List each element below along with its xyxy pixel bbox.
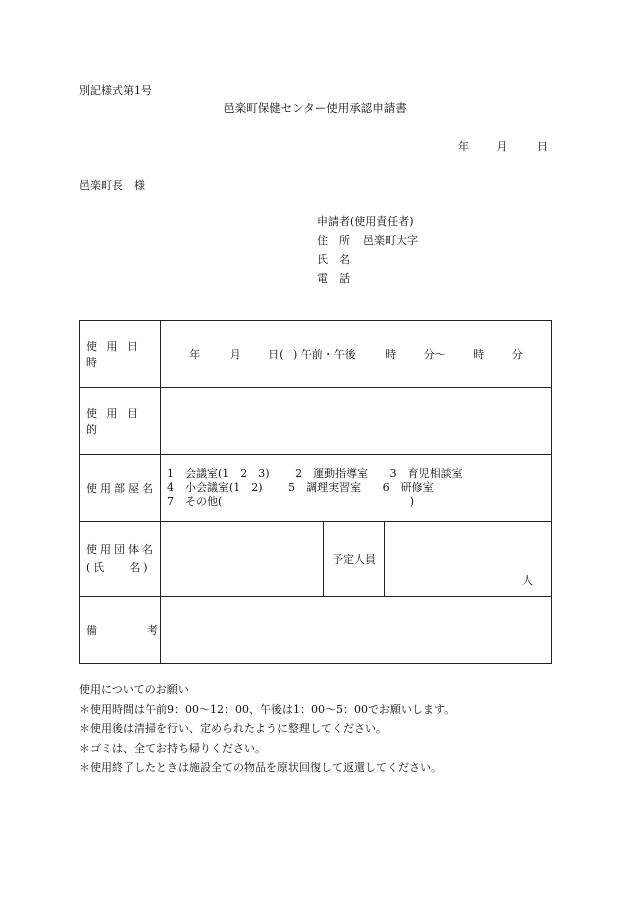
room-option-2[interactable]: 2 運動指導室 bbox=[295, 467, 369, 480]
note-item: ＊使用後は清掃を行い、定められたように整理してください。 bbox=[79, 722, 387, 735]
date-day-label: 日 bbox=[537, 140, 548, 153]
dt-ampm: 午前・午後 bbox=[300, 348, 356, 361]
room-option-3[interactable]: 3 育児相談室 bbox=[389, 467, 463, 480]
group-label bbox=[80, 522, 161, 597]
page-title: 邑楽町保健センター使用承認申請書 bbox=[223, 101, 407, 115]
dt-hour-end: 時 bbox=[473, 348, 485, 361]
room-row bbox=[80, 455, 552, 522]
applicant-heading: 申請者(使用責任者) bbox=[317, 215, 414, 228]
room-label: 使用部屋名 bbox=[80, 455, 161, 522]
date-line bbox=[458, 138, 548, 154]
form-number: 別記様式第1号 bbox=[79, 84, 152, 97]
note-item: ＊使用終了したときは施設全ての物品を原状回復して返還してください。 bbox=[79, 761, 442, 774]
room-line-3 bbox=[167, 495, 551, 509]
room-line-1 bbox=[167, 467, 551, 481]
room-option-1[interactable]: 1 会議室(1 2 3) bbox=[167, 467, 270, 480]
people-field[interactable] bbox=[385, 522, 552, 597]
notes-heading: 使用についてのお願い bbox=[79, 683, 189, 696]
room-option-5[interactable]: 5 調理実習室 bbox=[288, 481, 362, 494]
applicant-name-row bbox=[317, 250, 418, 269]
datetime-row bbox=[80, 321, 552, 388]
group-row bbox=[80, 522, 552, 597]
room-options[interactable] bbox=[161, 455, 552, 522]
purpose-field[interactable] bbox=[161, 388, 552, 455]
phone-label: 電 話 bbox=[317, 272, 350, 285]
group-label-close: 名) bbox=[129, 561, 151, 574]
group-label-line2 bbox=[86, 559, 160, 577]
remarks-field[interactable] bbox=[161, 597, 552, 664]
purpose-label: 使 用 目 的 bbox=[80, 388, 161, 455]
address-value: 邑楽町大字 bbox=[363, 234, 418, 247]
room-line-2 bbox=[167, 481, 551, 495]
datetime-label: 使 用 日 時 bbox=[80, 321, 161, 388]
name-label: 氏 名 bbox=[317, 253, 350, 266]
applicant-block bbox=[317, 212, 418, 288]
dt-year: 年 bbox=[189, 348, 201, 361]
remarks-label-a: 備 bbox=[86, 624, 97, 637]
remarks-row bbox=[80, 597, 552, 664]
application-table bbox=[79, 320, 552, 664]
remarks-label-b: 考 bbox=[147, 624, 158, 637]
remarks-label bbox=[80, 597, 161, 664]
dt-month: 月 bbox=[229, 348, 241, 361]
room-option-7-close: ) bbox=[409, 495, 415, 508]
usage-notes bbox=[79, 680, 455, 778]
people-label: 予定人員 bbox=[324, 522, 385, 597]
dt-weekday-close: ) bbox=[293, 348, 298, 361]
note-item: ＊使用時間は午前9：00〜12：00、午後は1：00〜5：00でお願いします。 bbox=[79, 702, 456, 716]
purpose-row bbox=[80, 388, 552, 455]
room-option-4[interactable]: 4 小会議室(1 2) bbox=[167, 481, 263, 494]
address-label: 住 所 bbox=[317, 234, 350, 247]
date-month-label: 月 bbox=[496, 140, 508, 153]
group-label-open: (氏 bbox=[86, 561, 108, 574]
room-option-6[interactable]: 6 研修室 bbox=[382, 481, 434, 494]
dt-hour-start: 時 bbox=[385, 348, 397, 361]
addressee: 邑楽町長 様 bbox=[79, 179, 145, 192]
group-label-line1: 使用団体名 bbox=[86, 543, 156, 556]
applicant-phone-row bbox=[317, 269, 418, 288]
dt-minute-end: 分 bbox=[511, 348, 523, 361]
dt-day: 日( bbox=[268, 348, 284, 361]
room-option-7[interactable]: 7 その他( bbox=[167, 495, 223, 508]
note-item: ＊ゴミは、全てお持ち帰りください。 bbox=[79, 741, 266, 755]
applicant-address-row bbox=[317, 231, 418, 250]
dt-minute-start: 分〜 bbox=[423, 348, 446, 361]
datetime-field[interactable] bbox=[161, 321, 552, 388]
date-year-label: 年 bbox=[458, 140, 469, 153]
people-unit: 人 bbox=[522, 574, 533, 587]
group-field[interactable] bbox=[161, 522, 324, 597]
